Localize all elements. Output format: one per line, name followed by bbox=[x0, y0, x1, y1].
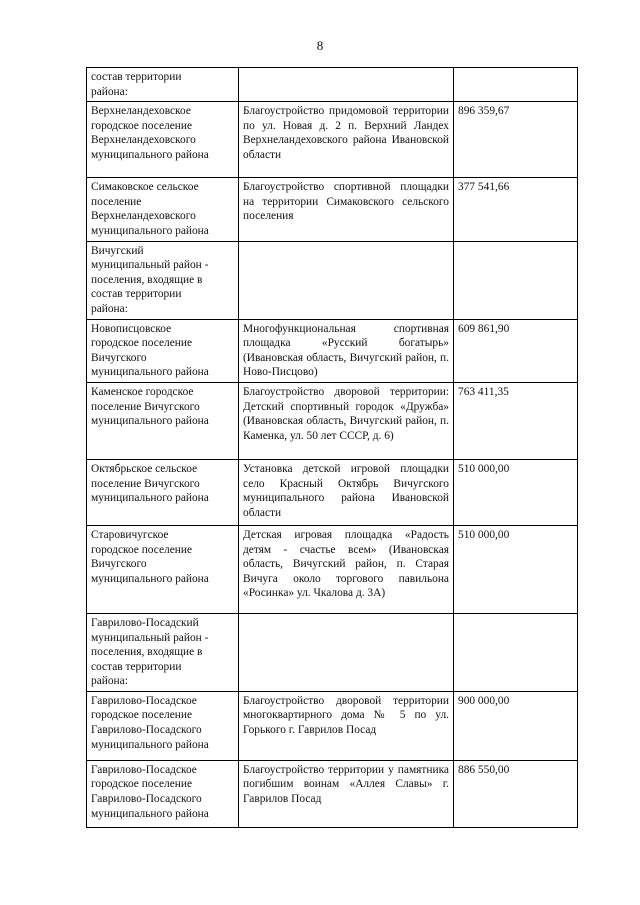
municipality-cell: Гаврилово-Посадское городское поселение Гаврилово-Посадского муниципального района bbox=[87, 691, 239, 760]
table-row bbox=[87, 760, 578, 827]
municipality-cell: Каменское городское поселение Вичугского муниципального района bbox=[87, 382, 239, 459]
amount-cell bbox=[454, 613, 578, 691]
project-cell: Многофункциональная спортивная площадка «Русский богатырь» (Ивановская область, Вичугский район, п. Ново-Писцово) bbox=[239, 319, 454, 382]
municipality-cell: Новописцовское городское поселение Вичугского муниципального района bbox=[87, 319, 239, 382]
project-cell: Благоустройство территории у памятника погибшим воинам «Аллея Славы» г. Гаврилов Посад bbox=[239, 760, 454, 827]
table-row bbox=[87, 459, 578, 525]
project-cell bbox=[239, 613, 454, 691]
municipality-cell: Гаврилово-Посадский муниципальный район - поселения, входящие в состав территории района: bbox=[87, 613, 239, 691]
municipality-cell: Вичугский муниципальный район - поселения, входящие в состав территории района: bbox=[87, 241, 239, 319]
amount-cell bbox=[454, 68, 578, 102]
municipality-cell: Гаврилово-Посадское городское поселение Гаврилово-Посадского муниципального района bbox=[87, 760, 239, 827]
table-row bbox=[87, 691, 578, 760]
municipality-cell: Симаковское сельское поселение Верхнеландеховского муниципального района bbox=[87, 178, 239, 241]
municipality-cell: Старовичугское городское поселение Вичугского муниципального района bbox=[87, 525, 239, 613]
project-cell: Установка детской игровой площадки село Красный Октябрь Вичугского муниципального района Ивановской области bbox=[239, 459, 454, 525]
table-row bbox=[87, 102, 578, 178]
project-cell bbox=[239, 68, 454, 102]
table-row bbox=[87, 178, 578, 241]
project-cell: Благоустройство дворовой территории: Детский спортивный городок «Дружба» (Ивановская область, Вичугский район, п. Каменка, ул. 50 лет СССР, д. 6) bbox=[239, 382, 454, 459]
table-row bbox=[87, 68, 578, 102]
amount-cell: 510 000,00 bbox=[454, 459, 578, 525]
table-row bbox=[87, 525, 578, 613]
municipality-cell: Верхнеландеховское городское поселение Верхнеландеховского муниципального района bbox=[87, 102, 239, 178]
page-number: 8 bbox=[316, 38, 324, 53]
table-row bbox=[87, 241, 578, 319]
amount-cell: 609 861,90 bbox=[454, 319, 578, 382]
project-cell bbox=[239, 241, 454, 319]
amount-cell: 377 541,66 bbox=[454, 178, 578, 241]
table-row bbox=[87, 319, 578, 382]
project-cell: Благоустройство спортивной площадки на территории Симаковского сельского поселения bbox=[239, 178, 454, 241]
project-cell: Благоустройство придомовой территории по ул. Новая д. 2 п. Верхний Ландех Верхнеландеховского района Ивановской области bbox=[239, 102, 454, 178]
amount-cell: 896 359,67 bbox=[454, 102, 578, 178]
municipality-cell: Октябрьское сельское поселение Вичугского муниципального района bbox=[87, 459, 239, 525]
amount-cell: 510 000,00 bbox=[454, 525, 578, 613]
project-cell: Детская игровая площадка «Радость детям - счастье всем» (Ивановская область, Вичугский район, п. Старая Вичуга около торгового павильона «Росинка» ул. Чкалова д. 3А) bbox=[239, 525, 454, 613]
projects-table bbox=[86, 67, 578, 828]
amount-cell bbox=[454, 241, 578, 319]
table-row bbox=[87, 613, 578, 691]
amount-cell: 900 000,00 bbox=[454, 691, 578, 760]
amount-cell: 763 411,35 bbox=[454, 382, 578, 459]
municipality-cell: состав территории района: bbox=[87, 68, 239, 102]
project-cell: Благоустройство дворовой территории многоквартирного дома № 5 по ул. Горького г. Гаврилов Посад bbox=[239, 691, 454, 760]
amount-cell: 886 550,00 bbox=[454, 760, 578, 827]
table-row bbox=[87, 382, 578, 459]
